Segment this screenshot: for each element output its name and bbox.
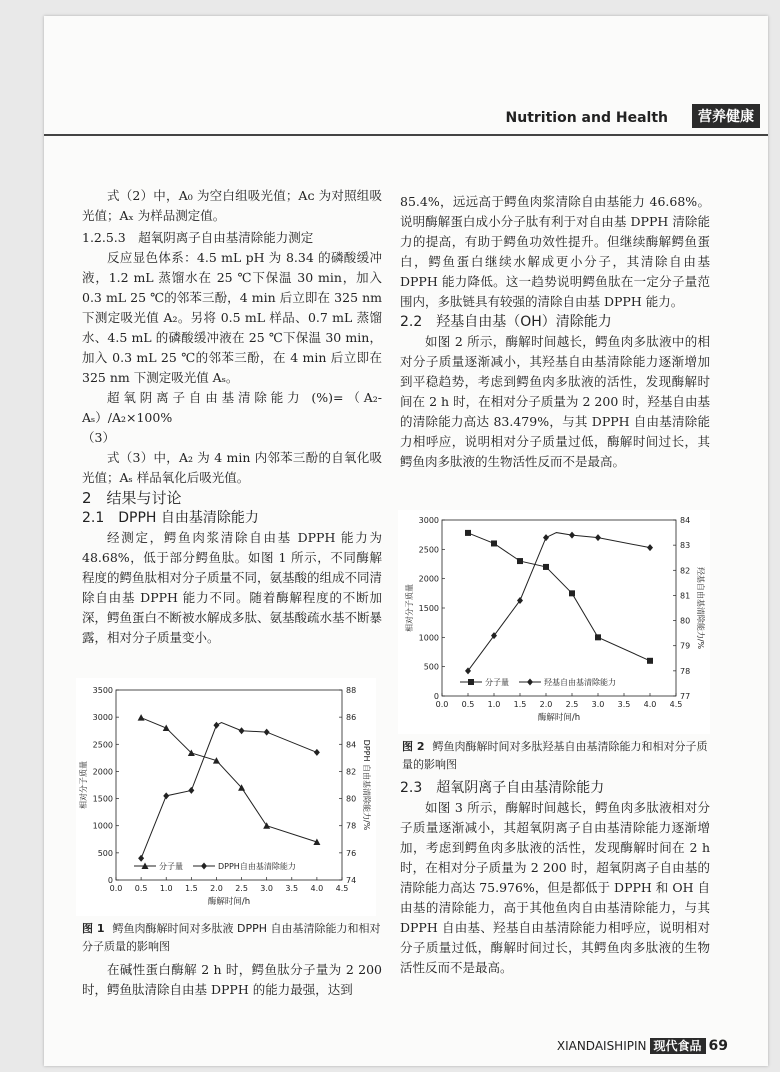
y-tick-label: 2000 <box>418 574 439 584</box>
legend-label: 分子量 <box>159 862 183 871</box>
y-tick-label: 3000 <box>418 516 439 525</box>
data-point <box>595 634 601 640</box>
figure-number: 图 2 <box>402 740 425 753</box>
y-right-tick-label: 79 <box>680 641 691 651</box>
y-tick-label: 500 <box>423 662 439 672</box>
paragraph: 式（3）中，A₂ 为 4 min 内邻苯三酚的自氧化吸光值；Aₛ 样品氧化后吸光值。 <box>82 450 382 485</box>
y-right-tick-label: 80 <box>346 794 357 804</box>
left-column-bottom <box>82 960 382 1000</box>
figure-2 <box>398 510 710 734</box>
x-axis-label: 酶解时间/h <box>207 897 251 907</box>
data-point <box>239 727 245 734</box>
y-tick-label: 0 <box>433 692 439 701</box>
paragraph: 式（2）中，A₀ 为空白组吸光值；Aᴄ 为对照组吸光值；Aₓ 为样品测定值。 <box>82 188 382 223</box>
series-line <box>141 723 317 859</box>
subsection-heading: 1.2.5.3 超氧阴离子自由基清除能力测定 <box>82 230 314 245</box>
y-right-tick-label: 78 <box>680 666 691 676</box>
y-tick-label: 2500 <box>418 545 439 555</box>
legend-label: DPPH自由基清除能力 <box>218 862 296 871</box>
y-right-tick-label: 84 <box>680 516 691 525</box>
equation: 超氧阴离子自由基清除能力 (%)=（A₂-Aₛ）/A₂×100% <box>82 390 382 425</box>
y-right-tick-label: 88 <box>346 686 357 695</box>
data-point <box>647 658 653 664</box>
paragraph: 如图 2 所示，酶解时间越长，鳄鱼肉多肽液中的相对分子质量逐渐减小，其羟基自由基清除能力逐渐增加到平稳趋势，考虑到鳄鱼肉多肽液的活性，发现酶解时间在 2 h 时，在相对分子质量为 2 200 时，羟基自由基的清除能力高达 83.479%，与其 DPPH 自由基清除能力相呼应，说明相对分子质量过低，酶解时间过长，其鳄鱼肉多肽液的生物活性反而不是最高。 <box>400 334 710 469</box>
data-point <box>213 722 219 729</box>
y-right-tick-label: 74 <box>346 876 357 885</box>
y-right-tick-label: 81 <box>680 591 691 601</box>
plot-frame <box>116 690 342 880</box>
data-point <box>647 544 653 551</box>
y-right-tick-label: 77 <box>680 692 691 701</box>
series-line <box>468 533 650 661</box>
x-tick-label: 4.0 <box>643 700 657 709</box>
left-column-top <box>82 186 382 648</box>
y-tick-label: 500 <box>97 848 113 858</box>
y-tick-label: 2500 <box>92 740 113 750</box>
data-point <box>163 792 169 799</box>
y-right-tick-label: 76 <box>346 848 357 858</box>
section-heading: 2 结果与讨论 <box>82 489 182 507</box>
y-tick-label: 1500 <box>92 794 113 804</box>
y-right-tick-label: 83 <box>680 541 691 551</box>
data-point <box>569 590 575 596</box>
y-axis-label: 相对分子质量 <box>405 584 414 632</box>
y-tick-label: 3000 <box>92 713 113 723</box>
subsection-heading: 2.3 超氧阴离子自由基清除能力 <box>400 780 605 796</box>
figure-1-chart <box>76 678 376 916</box>
figure-number: 图 1 <box>82 922 105 935</box>
y-tick-label: 1000 <box>418 633 439 643</box>
y-right-tick-label: 84 <box>346 740 357 750</box>
x-tick-label: 4.5 <box>669 700 683 709</box>
subsection-heading: 2.1 DPPH 自由基清除能力 <box>82 510 259 526</box>
paragraph: 在碱性蛋白酶解 2 h 时，鳄鱼肽分子量为 2 200 时，鳄鱼肽清除自由基 DPPH 的能力最强，达到 <box>82 962 382 997</box>
x-tick-label: 3.5 <box>285 884 299 893</box>
x-tick-label: 1.5 <box>184 884 198 893</box>
y-axis-label: 相对分子质量 <box>79 761 88 809</box>
data-point <box>465 530 471 536</box>
x-tick-label: 3.5 <box>617 700 631 709</box>
paragraph: 经测定，鳄鱼肉浆清除自由基 DPPH 能力为 48.68%，低于部分鳄鱼肽。如图 1 所示，不同酶解程度的鳄鱼肽相对分子质量不同，氨基酸的组成不同清除自由基 DPPH 能力不同。随着酶解程度的不断加深，鳄鱼蛋白不断被水解成多肽、氨基酸疏水基不断暴露，相对分子质量变小。 <box>82 530 383 645</box>
y-tick-label: 2000 <box>92 767 113 777</box>
y-right-tick-label: 82 <box>346 767 357 777</box>
subsection-heading: 2.2 羟基自由基（OH）清除能力 <box>400 314 612 330</box>
legend-marker <box>468 679 474 685</box>
y-tick-label: 3500 <box>92 686 113 695</box>
figure-caption-text: 鳄鱼肉酶解时间对多肽液 DPPH 自由基清除能力和相对分子质量的影响图 <box>82 922 381 953</box>
series-line <box>141 718 317 842</box>
figure-caption-text: 鳄鱼肉酶解时间对多肽羟基自由基清除能力和相对分子质量的影响图 <box>402 740 708 771</box>
x-tick-label: 3.0 <box>591 700 605 709</box>
data-point <box>491 540 497 546</box>
data-point <box>569 532 575 539</box>
data-point <box>313 839 320 846</box>
figure-2-caption <box>402 738 708 774</box>
data-point <box>188 787 194 794</box>
y-right-axis-label: 羟基自由基清除能力/% <box>696 566 705 650</box>
y-right-axis-label: DPPH 自由基清除能力/% <box>362 739 371 831</box>
right-column-bottom <box>400 778 710 978</box>
journal-name-en: XIANDAISHIPIN <box>556 1039 647 1053</box>
data-point <box>595 534 601 541</box>
equation-number: （3） <box>82 430 115 445</box>
legend-marker <box>527 679 533 686</box>
y-right-tick-label: 86 <box>346 713 357 723</box>
data-point <box>543 564 549 570</box>
header-rule <box>44 134 768 136</box>
y-right-tick-label: 78 <box>346 821 357 831</box>
y-right-tick-label: 80 <box>680 616 691 626</box>
x-tick-label: 2.5 <box>235 884 248 893</box>
data-point <box>543 534 549 541</box>
x-tick-label: 0.5 <box>461 700 475 709</box>
x-tick-label: 1.5 <box>513 700 527 709</box>
x-tick-label: 0.0 <box>435 700 449 709</box>
x-tick-label: 1.0 <box>159 884 173 893</box>
x-tick-label: 2.0 <box>539 700 553 709</box>
data-point <box>517 558 523 564</box>
data-point <box>138 714 145 721</box>
paragraph: 85.4%，远远高于鳄鱼肉浆清除自由基能力 46.68%。说明酶解蛋白成小分子肽有利于对自由基 DPPH 清除能力的提高，有助于鳄鱼功效性提升。但继续酶解鳄鱼蛋白，鳄鱼蛋白继续水解成更小分子，其清除自由基 DPPH 能力降低。这一趋势说明鳄鱼肽在一定分子量范围内，多肽链具有较强的清除自由基 DPPH 能力。 <box>400 194 710 309</box>
data-point <box>314 749 320 756</box>
page-footer <box>557 1037 728 1054</box>
x-tick-label: 4.5 <box>335 884 349 893</box>
y-tick-label: 0 <box>107 876 113 885</box>
x-axis-label: 酶解时间/h <box>537 713 581 723</box>
journal-name-cn: 现代食品 <box>650 1038 706 1054</box>
x-tick-label: 0.0 <box>109 884 123 893</box>
figure-1-caption <box>82 920 382 956</box>
figure-2-chart <box>398 510 710 734</box>
paragraph: 反应显色体系：4.5 mL pH 为 8.34 的磷酸缓冲液，1.2 mL 蒸馏水在 25 ℃下保温 30 min，加入 0.3 mL 25 ℃的邻苯三酚，4 min 后立即在 325 nm 下测定吸光值 A₂。另将 0.5 mL 样品、0.7 mL 蒸馏水、4.5 mL 的磷酸缓冲液在 25 ℃下保温 30 min，加入 0.3 mL 25 ℃的邻苯三酚，在 4 min 后立即在 325 nm 下测定吸光值 Aₛ。 <box>82 250 382 385</box>
legend-label: 羟基自由基清除能力 <box>544 678 616 687</box>
series-line <box>468 533 650 671</box>
y-tick-label: 1500 <box>418 604 439 613</box>
paragraph: 如图 3 所示，酶解时间越长，鳄鱼肉多肽液相对分子质量逐渐减小，其超氧阴离子自由基清除能力逐渐增加，考虑到鳄鱼肉多肽液的活性，发现酶解时间在 2 h 时，在相对分子质量为 2 200 时，超氧阴离子自由基的清除能力高达 75.976%，但是都低于 DPPH 和 OH 自由基的清除能力，高于其他鱼肉自由基清除能力，与其 DPPH 自由基、羟基自由基清除能力相呼应，说明相对分子质量过低，酶解时间过长，其鳄鱼肉多肽液的生物活性反而不是最高。 <box>400 800 710 975</box>
figure-1 <box>76 678 376 916</box>
x-tick-label: 3.0 <box>260 884 274 893</box>
data-point <box>264 729 270 736</box>
data-point <box>163 725 170 732</box>
journal-page <box>44 16 768 1066</box>
journal-section-en: Nutrition and Health <box>505 110 668 126</box>
x-tick-label: 2.5 <box>565 700 579 709</box>
y-tick-label: 1000 <box>92 821 113 831</box>
legend-marker <box>201 863 207 870</box>
right-column-top <box>400 192 710 472</box>
page-number: 69 <box>708 1038 728 1054</box>
y-right-tick-label: 82 <box>680 566 691 576</box>
x-tick-label: 1.0 <box>487 700 501 709</box>
data-point <box>263 822 270 829</box>
data-point <box>138 855 144 862</box>
journal-section-cn: 营养健康 <box>692 104 760 128</box>
x-tick-label: 0.5 <box>134 884 148 893</box>
x-tick-label: 2.0 <box>210 884 223 893</box>
legend-label: 分子量 <box>485 678 509 687</box>
x-tick-label: 4.0 <box>310 884 324 893</box>
